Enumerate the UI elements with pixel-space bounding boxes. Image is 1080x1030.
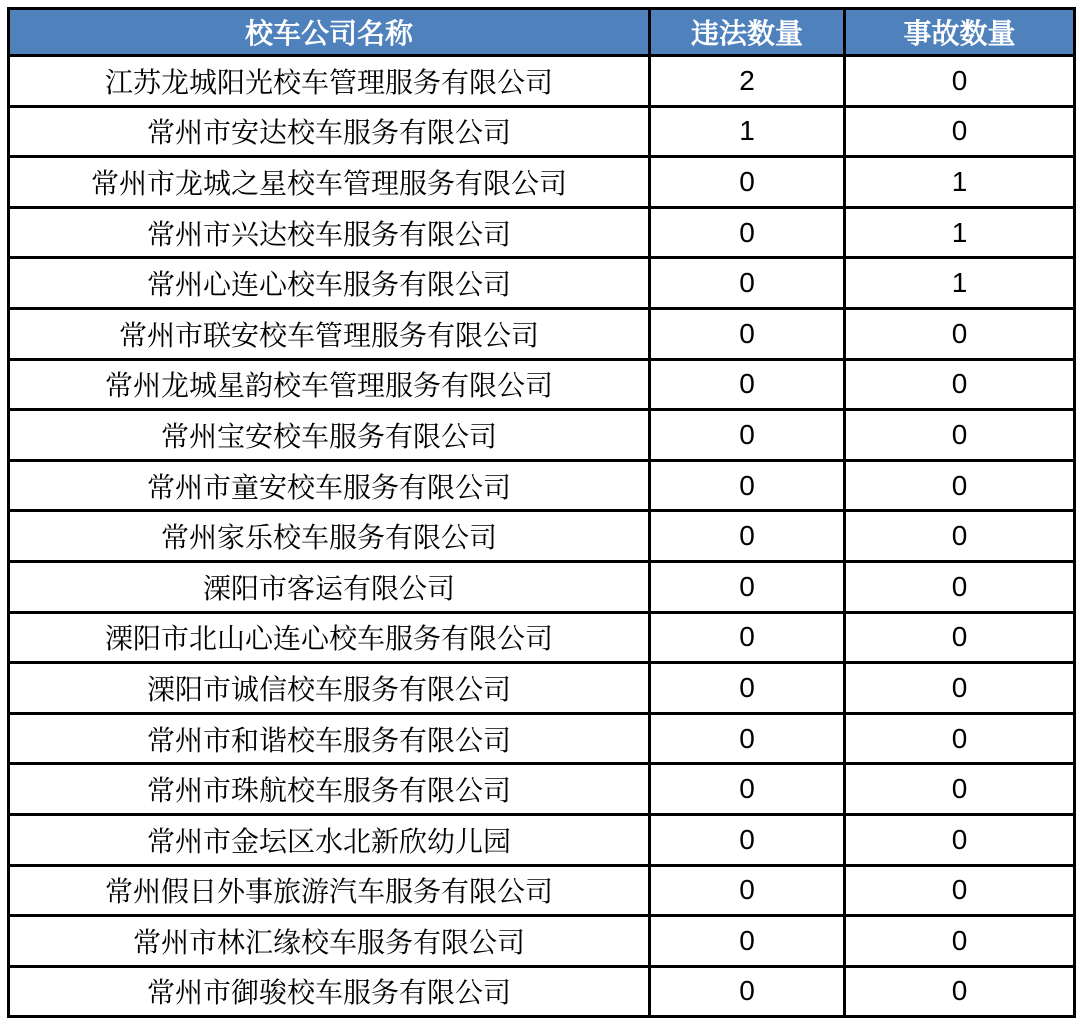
table-row (9, 511, 1075, 562)
col-header-company-name: 校车公司名称 (9, 9, 650, 56)
violation-count-cell: 0 (650, 916, 845, 967)
table-row (9, 56, 1075, 107)
violation-count-cell: 1 (650, 106, 845, 157)
violation-count-cell: 0 (650, 308, 845, 359)
accident-count-cell: 0 (845, 764, 1075, 815)
violation-count-cell: 0 (650, 764, 845, 815)
company-name-cell: 常州假日外事旅游汽车服务有限公司 (9, 865, 650, 916)
accident-count-cell: 0 (845, 561, 1075, 612)
accident-count-cell: 0 (845, 359, 1075, 410)
company-name-cell: 常州市御骏校车服务有限公司 (9, 966, 650, 1017)
violation-count-cell: 0 (650, 663, 845, 714)
company-name-cell: 常州市联安校车管理服务有限公司 (9, 308, 650, 359)
table-row (9, 764, 1075, 815)
company-name-cell: 常州宝安校车服务有限公司 (9, 410, 650, 461)
accident-count-cell: 0 (845, 511, 1075, 562)
table-row (9, 612, 1075, 663)
table-row (9, 713, 1075, 764)
violation-count-cell: 0 (650, 814, 845, 865)
table-row (9, 663, 1075, 714)
accident-count-cell: 0 (845, 106, 1075, 157)
company-name-cell: 常州市童安校车服务有限公司 (9, 460, 650, 511)
violation-count-cell: 2 (650, 56, 845, 107)
company-name-cell: 江苏龙城阳光校车管理服务有限公司 (9, 56, 650, 107)
violation-count-cell: 0 (650, 561, 845, 612)
company-name-cell: 常州市林汇缘校车服务有限公司 (9, 916, 650, 967)
table-row (9, 916, 1075, 967)
accident-count-cell: 0 (845, 56, 1075, 107)
table-row (9, 106, 1075, 157)
company-name-cell: 常州市安达校车服务有限公司 (9, 106, 650, 157)
violation-count-cell: 0 (650, 612, 845, 663)
company-name-cell: 溧阳市客运有限公司 (9, 561, 650, 612)
table-row (9, 207, 1075, 258)
violation-count-cell: 0 (650, 460, 845, 511)
company-name-cell: 常州家乐校车服务有限公司 (9, 511, 650, 562)
table-row (9, 359, 1075, 410)
col-header-accident-count: 事故数量 (845, 9, 1075, 56)
violation-count-cell: 0 (650, 410, 845, 461)
company-name-cell: 溧阳市北山心连心校车服务有限公司 (9, 612, 650, 663)
accident-count-cell: 0 (845, 308, 1075, 359)
accident-count-cell: 1 (845, 157, 1075, 208)
table-row (9, 814, 1075, 865)
header-row (9, 9, 1075, 56)
accident-count-cell: 0 (845, 814, 1075, 865)
table-body (9, 56, 1075, 1017)
company-name-cell: 常州心连心校车服务有限公司 (9, 258, 650, 309)
table-row (9, 561, 1075, 612)
accident-count-cell: 0 (845, 460, 1075, 511)
company-name-cell: 常州市和谐校车服务有限公司 (9, 713, 650, 764)
table-row (9, 865, 1075, 916)
company-name-cell: 常州龙城星韵校车管理服务有限公司 (9, 359, 650, 410)
company-name-cell: 常州市兴达校车服务有限公司 (9, 207, 650, 258)
accident-count-cell: 0 (845, 916, 1075, 967)
violation-count-cell: 0 (650, 207, 845, 258)
violation-count-cell: 0 (650, 865, 845, 916)
company-name-cell: 常州市金坛区水北新欣幼儿园 (9, 814, 650, 865)
accident-count-cell: 1 (845, 207, 1075, 258)
accident-count-cell: 1 (845, 258, 1075, 309)
table-row (9, 966, 1075, 1017)
table-row (9, 308, 1075, 359)
accident-count-cell: 0 (845, 663, 1075, 714)
accident-count-cell: 0 (845, 612, 1075, 663)
violation-count-cell: 0 (650, 966, 845, 1017)
table-row (9, 258, 1075, 309)
table-row (9, 410, 1075, 461)
accident-count-cell: 0 (845, 410, 1075, 461)
company-name-cell: 溧阳市诚信校车服务有限公司 (9, 663, 650, 714)
col-header-violation-count: 违法数量 (650, 9, 845, 56)
accident-count-cell: 0 (845, 713, 1075, 764)
accident-count-cell: 0 (845, 966, 1075, 1017)
table-row (9, 157, 1075, 208)
violation-count-cell: 0 (650, 258, 845, 309)
violation-count-cell: 0 (650, 157, 845, 208)
violation-count-cell: 0 (650, 359, 845, 410)
school-bus-company-table (7, 7, 1076, 1018)
violation-count-cell: 0 (650, 511, 845, 562)
company-name-cell: 常州市珠航校车服务有限公司 (9, 764, 650, 815)
table-row (9, 460, 1075, 511)
violation-count-cell: 0 (650, 713, 845, 764)
accident-count-cell: 0 (845, 865, 1075, 916)
company-name-cell: 常州市龙城之星校车管理服务有限公司 (9, 157, 650, 208)
